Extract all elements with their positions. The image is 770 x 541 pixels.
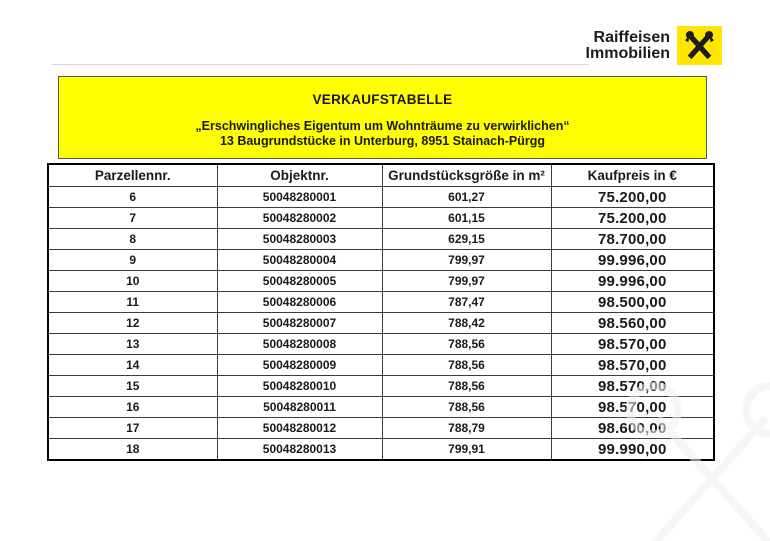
cell-grundstuecksgroesse: 788,56 (382, 376, 551, 397)
cell-parzellennr: 16 (48, 397, 217, 418)
table-row (48, 187, 714, 208)
column-header-kaufpreis: Kaufpreis in € (551, 164, 714, 187)
cell-kaufpreis: 98.570,00 (551, 397, 714, 418)
cell-kaufpreis: 75.200,00 (551, 208, 714, 229)
cell-objektnr: 50048280009 (217, 355, 382, 376)
cell-grundstuecksgroesse: 601,27 (382, 187, 551, 208)
cell-grundstuecksgroesse: 788,42 (382, 313, 551, 334)
table-row (48, 376, 714, 397)
table-row (48, 439, 714, 461)
cell-grundstuecksgroesse: 799,91 (382, 439, 551, 461)
cell-grundstuecksgroesse: 629,15 (382, 229, 551, 250)
subtitle-quote: „Erschwingliches Eigentum um Wohnträume zu verwirklichen“ (195, 119, 570, 133)
page-subtitle (59, 119, 706, 149)
sales-table (47, 163, 715, 461)
cell-objektnr: 50048280004 (217, 250, 382, 271)
table-row (48, 229, 714, 250)
header-divider (52, 64, 589, 65)
cell-parzellennr: 12 (48, 313, 217, 334)
cell-grundstuecksgroesse: 601,15 (382, 208, 551, 229)
cell-objektnr: 50048280007 (217, 313, 382, 334)
brand-name-line2: Immobilien (585, 44, 670, 62)
table-row (48, 250, 714, 271)
table-row (48, 418, 714, 439)
cell-objektnr: 50048280012 (217, 418, 382, 439)
table-row (48, 271, 714, 292)
column-header-objektnr: Objektnr. (217, 164, 382, 187)
cell-kaufpreis: 78.700,00 (551, 229, 714, 250)
cell-objektnr: 50048280002 (217, 208, 382, 229)
title-box (58, 76, 707, 159)
table-row (48, 313, 714, 334)
cell-grundstuecksgroesse: 788,79 (382, 418, 551, 439)
subtitle-location: 13 Baugrundstücke in Unterburg, 8951 Stainach-Pürgg (219, 134, 546, 148)
table-row (48, 397, 714, 418)
cell-grundstuecksgroesse: 799,97 (382, 271, 551, 292)
cell-parzellennr: 9 (48, 250, 217, 271)
cell-objektnr: 50048280003 (217, 229, 382, 250)
cell-objektnr: 50048280001 (217, 187, 382, 208)
cell-objektnr: 50048280006 (217, 292, 382, 313)
cell-objektnr: 50048280013 (217, 439, 382, 461)
cell-parzellennr: 7 (48, 208, 217, 229)
brand-logo (586, 26, 722, 65)
cell-kaufpreis: 98.570,00 (551, 376, 714, 397)
cell-objektnr: 50048280010 (217, 376, 382, 397)
column-header-parzellennr: Parzellennr. (48, 164, 217, 187)
sales-table-body (48, 187, 714, 461)
cell-parzellennr: 18 (48, 439, 217, 461)
cell-kaufpreis: 99.990,00 (551, 439, 714, 461)
cell-parzellennr: 15 (48, 376, 217, 397)
cell-objektnr: 50048280005 (217, 271, 382, 292)
column-header-grundstuecksgroesse: Grundstücksgröße in m² (382, 164, 551, 187)
cell-kaufpreis: 99.996,00 (551, 271, 714, 292)
brand-name-line1: Raiffeisen (593, 28, 670, 46)
cell-kaufpreis: 99.996,00 (551, 250, 714, 271)
cell-parzellennr: 10 (48, 271, 217, 292)
cell-grundstuecksgroesse: 788,56 (382, 397, 551, 418)
cell-parzellennr: 6 (48, 187, 217, 208)
cell-kaufpreis: 98.560,00 (551, 313, 714, 334)
cell-grundstuecksgroesse: 799,97 (382, 250, 551, 271)
cell-kaufpreis: 98.570,00 (551, 334, 714, 355)
cell-kaufpreis: 75.200,00 (551, 187, 714, 208)
table-row (48, 208, 714, 229)
cell-objektnr: 50048280011 (217, 397, 382, 418)
cell-grundstuecksgroesse: 788,56 (382, 355, 551, 376)
cell-grundstuecksgroesse: 788,56 (382, 334, 551, 355)
table-row (48, 355, 714, 376)
cell-kaufpreis: 98.500,00 (551, 292, 714, 313)
cell-parzellennr: 8 (48, 229, 217, 250)
page-title: VERKAUFSTABELLE (312, 92, 453, 107)
cell-parzellennr: 17 (48, 418, 217, 439)
table-row (48, 292, 714, 313)
cell-objektnr: 50048280008 (217, 334, 382, 355)
brand-name (586, 30, 670, 62)
cell-parzellennr: 11 (48, 292, 217, 313)
table-header-row (48, 164, 714, 187)
raiffeisen-gable-cross-icon (677, 26, 722, 65)
cell-grundstuecksgroesse: 787,47 (382, 292, 551, 313)
cell-parzellennr: 13 (48, 334, 217, 355)
cell-kaufpreis: 98.570,00 (551, 355, 714, 376)
table-row (48, 334, 714, 355)
cell-kaufpreis: 98.600,00 (551, 418, 714, 439)
cell-parzellennr: 14 (48, 355, 217, 376)
